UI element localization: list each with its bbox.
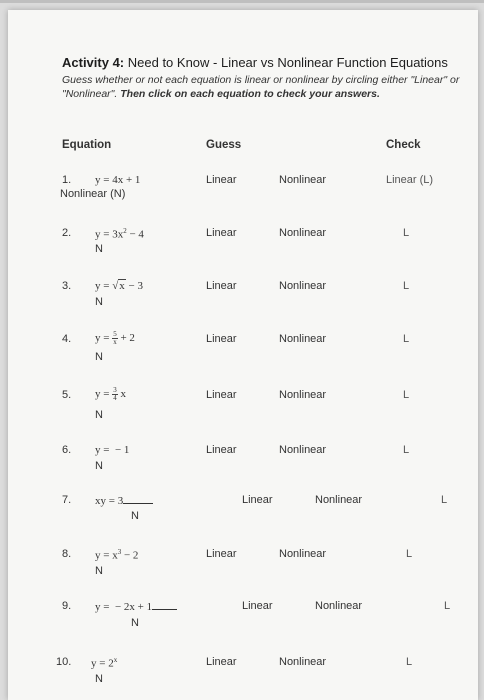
equation-5[interactable]: y = $\frac{3}{4}$ x	[95, 386, 126, 402]
nonlinear-choice[interactable]: Nonlinear	[279, 280, 327, 292]
linear-choice[interactable]: Linear	[242, 600, 273, 612]
linear-choice[interactable]: Linear	[206, 444, 237, 456]
check-answer[interactable]: L	[403, 333, 410, 345]
row-number: 1.	[62, 174, 72, 186]
nonlinear-choice[interactable]: Nonlinear	[279, 174, 327, 186]
linear-choice[interactable]: Linear	[206, 333, 237, 345]
equation-2[interactable]: $y = 3x^2 - 4$	[95, 227, 144, 241]
check-answer[interactable]: L	[403, 444, 410, 456]
guess-column-header: Guess	[206, 139, 242, 151]
row-number: 9.	[62, 600, 72, 612]
nonlinear-choice[interactable]: Nonlinear	[315, 600, 363, 612]
row-number: 3.	[62, 280, 72, 292]
equation-4[interactable]: y = $\frac{5}{x}$ + 2	[95, 330, 135, 346]
check-answer[interactable]: L	[403, 389, 410, 401]
nonlinear-choice[interactable]: Nonlinear	[279, 444, 327, 456]
nonlinear-mark: N	[131, 617, 139, 629]
activity-instructions: Guess whether or not each equation is linear or nonlinear by circling either "Linear" or "Nonlinear". Then click on each equation to check your answers.	[62, 74, 460, 100]
check-answer[interactable]: L	[441, 494, 448, 506]
nonlinear-choice[interactable]: Nonlinear	[279, 656, 327, 668]
check-column-header: Check	[386, 139, 421, 151]
equation-8[interactable]: $y = x^3 - 2$	[95, 548, 139, 562]
equation-column-header: Equation	[62, 139, 112, 151]
equation-6[interactable]: y = − 1	[95, 444, 130, 456]
linear-choice[interactable]: Linear	[242, 494, 273, 506]
nonlinear-option-label: Nonlinear (N)	[60, 188, 126, 200]
row-number: 4.	[62, 333, 72, 345]
linear-choice[interactable]: Linear	[206, 656, 237, 668]
nonlinear-mark: N	[95, 351, 103, 363]
linear-choice[interactable]: Linear	[206, 389, 237, 401]
linear-choice[interactable]: Linear	[206, 227, 237, 239]
equation-3[interactable]: y = √x − 3	[95, 280, 143, 292]
nonlinear-mark: N	[131, 510, 139, 522]
equation-7[interactable]: xy = 3	[95, 494, 153, 507]
nonlinear-choice[interactable]: Nonlinear	[279, 548, 327, 560]
linear-choice[interactable]: Linear	[206, 280, 237, 292]
linear-choice[interactable]: Linear	[206, 174, 237, 186]
row-number: 2.	[62, 227, 72, 239]
row-number: 7.	[62, 494, 72, 506]
nonlinear-mark: N	[95, 296, 103, 308]
equation-10[interactable]: $y = 2^x$	[91, 656, 118, 670]
worksheet-page	[8, 10, 478, 700]
nonlinear-mark: N	[95, 409, 103, 421]
check-answer[interactable]: L	[403, 227, 410, 239]
activity-title: Activity 4: Need to Know - Linear vs Nonlinear Function Equations	[62, 55, 448, 70]
row-number: 8.	[62, 548, 72, 560]
check-answer[interactable]: L	[406, 548, 413, 560]
check-answer[interactable]: L	[403, 280, 410, 292]
top-edge	[0, 0, 484, 3]
equation-1[interactable]: y = 4x + 1	[95, 174, 141, 186]
nonlinear-choice[interactable]: Nonlinear	[279, 227, 327, 239]
nonlinear-mark: N	[95, 673, 103, 685]
row-number: 5.	[62, 389, 72, 401]
nonlinear-choice[interactable]: Nonlinear	[279, 333, 327, 345]
row-number: 6.	[62, 444, 72, 456]
nonlinear-mark: N	[95, 243, 103, 255]
check-answer[interactable]: L	[444, 600, 451, 612]
nonlinear-choice[interactable]: Nonlinear	[315, 494, 363, 506]
nonlinear-choice[interactable]: Nonlinear	[279, 389, 327, 401]
nonlinear-mark: N	[95, 460, 103, 472]
row-number: 10.	[56, 656, 72, 668]
nonlinear-mark: N	[95, 565, 103, 577]
check-answer[interactable]: Linear (L)	[386, 174, 434, 186]
equation-9[interactable]: y = − 2x + 1	[95, 600, 177, 613]
linear-choice[interactable]: Linear	[206, 548, 237, 560]
check-answer[interactable]: L	[406, 656, 413, 668]
